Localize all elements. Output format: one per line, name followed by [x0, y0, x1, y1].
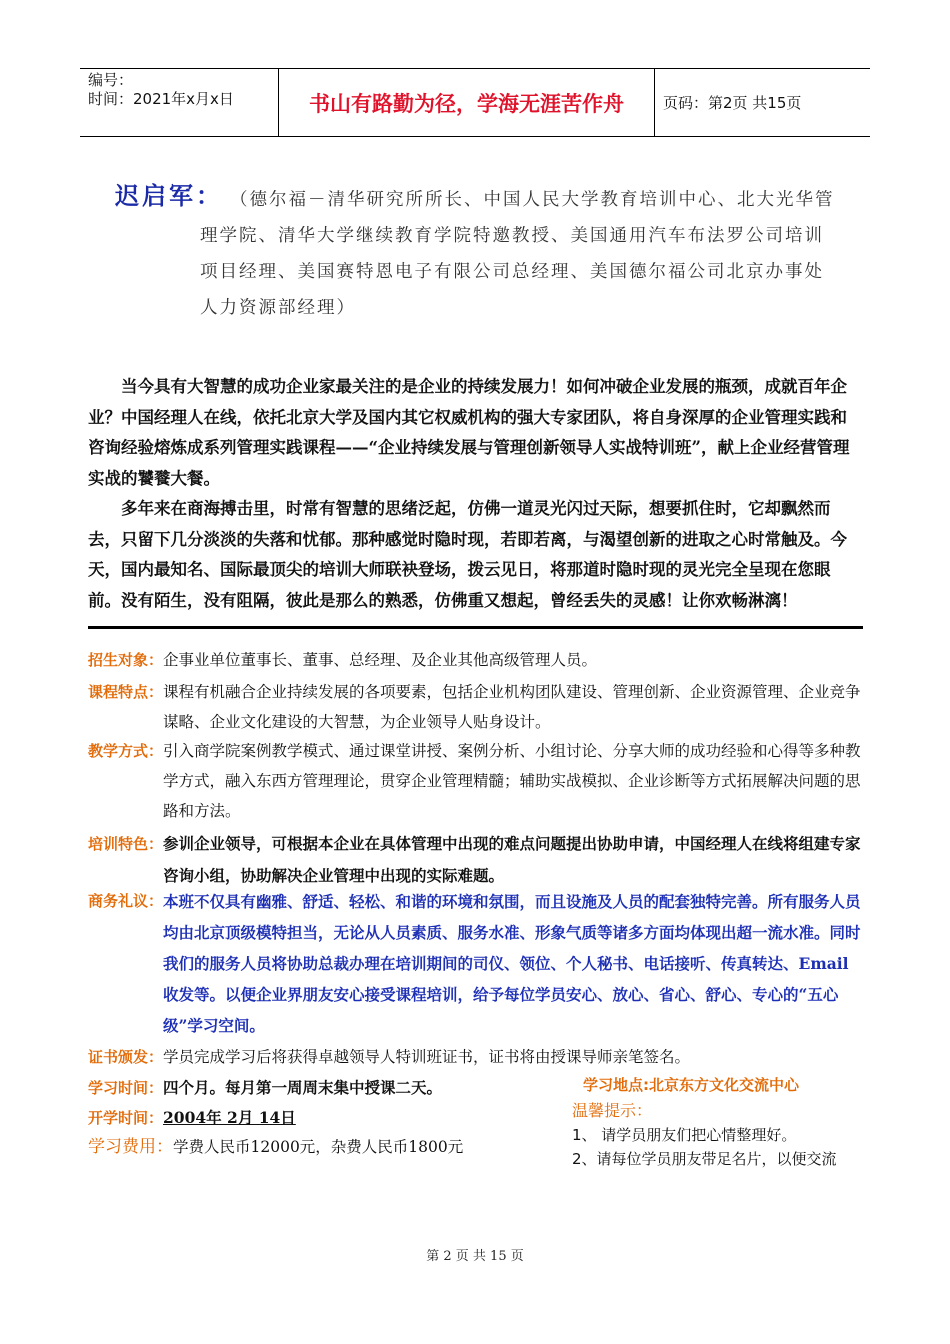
features-value: 课程有机融合企业持续发展的各项要素，包括企业机构团队建设、管理创新、企业资源管理、企业竞争谋略、企业文化建设的大智慧，为企业领导人贴身设计。 [163, 683, 861, 731]
header-page-number: 页码：第2页 共15页 [663, 94, 802, 112]
speaker-bio-line: 理学院、清华大学继续教育学院特邀教授、美国通用汽车布法罗公司培训 [200, 226, 824, 246]
method-value: 引入商学院案例教学模式、通过课堂讲授、案例分析、小组讨论、分享大师的成功经验和心得等多种教学方式，融入东西方管理理论，贯穿企业管理精髓；辅助实战模拟、企业诊断等方式拓展解决问题的思路和方法。 [163, 742, 861, 820]
certificate-value: 学员完成学习后将获得卓越领导人特训班证书，证书将由授课导师亲笔签名。 [163, 1048, 691, 1066]
certificate-label: 证书颁发： [88, 1048, 164, 1066]
info-row-method [88, 736, 863, 826]
speaker-name: 迟启军： [115, 181, 223, 210]
info-row-duration [88, 1074, 442, 1102]
intro-section [88, 372, 863, 616]
features-label: 课程特点： [88, 683, 164, 701]
header-motto: 书山有路勤为径，学海无涯苦作舟 [279, 69, 655, 136]
speaker-bio [200, 182, 850, 326]
start-label: 开学时间： [88, 1109, 164, 1127]
special-label: 培训特色： [88, 835, 164, 853]
target-value: 企事业单位董事长、董事、总经理、及企业其他高级管理人员。 [163, 651, 598, 669]
etiquette-label: 商务礼议： [88, 892, 164, 910]
info-row-start [88, 1104, 296, 1132]
target-label: 招生对象： [88, 651, 164, 669]
section-divider [88, 626, 863, 629]
intro-paragraph-2: 多年来在商海搏击里，时常有智慧的思绪泛起，仿佛一道灵光闪过天际，想要抓住时，它却飘然而去，只留下几分淡淡的失落和忧郁。那种感觉时隐时现，若即若离，与渴望创新的进取之心时常触及。今天，国内最知名、国际最顶尖的培训大师联袂登场，拨云见日，将那道时隐时现的灵光完全呈现在您眼前。没有陌生，没有阻隔，彼此是那么的熟悉，仿佛重又想起，曾经丢失的灵感！让你欢畅淋漓！ [88, 499, 847, 610]
tip-item: 2、请每位学员朋友带足名片，以便交流 [572, 1150, 837, 1168]
speaker-bio-line: 项目经理、美国赛特恩电子有限公司总经理、美国德尔福公司北京办事处 [200, 262, 824, 282]
special-value: 参训企业领导，可根据本企业在具体管理中出现的难点问题提出协助申请，中国经理人在线将组建专家咨询小组，协助解决企业管理中出现的实际难题。 [163, 834, 861, 885]
info-row-certificate [88, 1043, 690, 1071]
info-row-target [88, 646, 597, 674]
info-row-etiquette [88, 886, 863, 1041]
method-label: 教学方式： [88, 742, 164, 760]
header-meta-cell [80, 69, 279, 136]
document-time-label: 时间：2021年x月x日 [88, 90, 234, 108]
warm-tips [572, 1099, 837, 1171]
speaker-bio-line: （德尔福－清华研究所所长、中国人民大学教育培训中心、北大光华管 [230, 190, 835, 210]
duration-label: 学习时间： [88, 1079, 164, 1097]
start-value: 2004年 2月 14日 [163, 1108, 296, 1127]
info-row-features [88, 677, 863, 737]
info-row-fee [88, 1132, 463, 1162]
tip-item: 1、 请学员朋友们把心情整理好。 [572, 1126, 797, 1144]
etiquette-value: 本班不仅具有幽雅、舒适、轻松、和谐的环境和氛围，而且设施及人员的配套独特完善。所有服务人员均由北京顶级模特担当，无论从人员素质、服务水准、形象气质等诸多方面均体现出超一流水准。同时我们的服务人员将协助总裁办理在培训期间的司仪、领位、个人秘书、电话接听、传真转达、Email收发等。以便企业界朋友安心接受课程培训，给予每位学员安心、放心、省心、舒心、专心的“五心级”学习空间。 [163, 892, 861, 1035]
tips-title: 温馨提示： [572, 1101, 653, 1120]
document-header [80, 68, 870, 137]
page-footer: 第 2 页 共 15 页 [426, 1249, 524, 1264]
fee-value: 学费人民币12000元，杂费人民币1800元 [173, 1138, 464, 1156]
speaker-bio-line: 人力资源部经理） [200, 298, 356, 318]
study-location: 学习地点:北京东方文化交流中心 [583, 1076, 800, 1094]
document-number-label: 编号： [88, 71, 134, 89]
fee-label: 学习费用： [88, 1137, 173, 1157]
info-row-special [88, 828, 863, 892]
intro-paragraph-1: 当今具有大智慧的成功企业家最关注的是企业的持续发展力！如何冲破企业发展的瓶颈，成就百年企业？中国经理人在线，依托北京大学及国内其它权威机构的强大专家团队，将自身深厚的企业管理实践和咨询经验熔炼成系列管理实践课程——“企业持续发展与管理创新领导人实战特训班”，献上企业经营管理实战的饕餮大餐。 [88, 377, 850, 488]
duration-value: 四个月。每月第一周周末集中授课二天。 [163, 1078, 443, 1097]
